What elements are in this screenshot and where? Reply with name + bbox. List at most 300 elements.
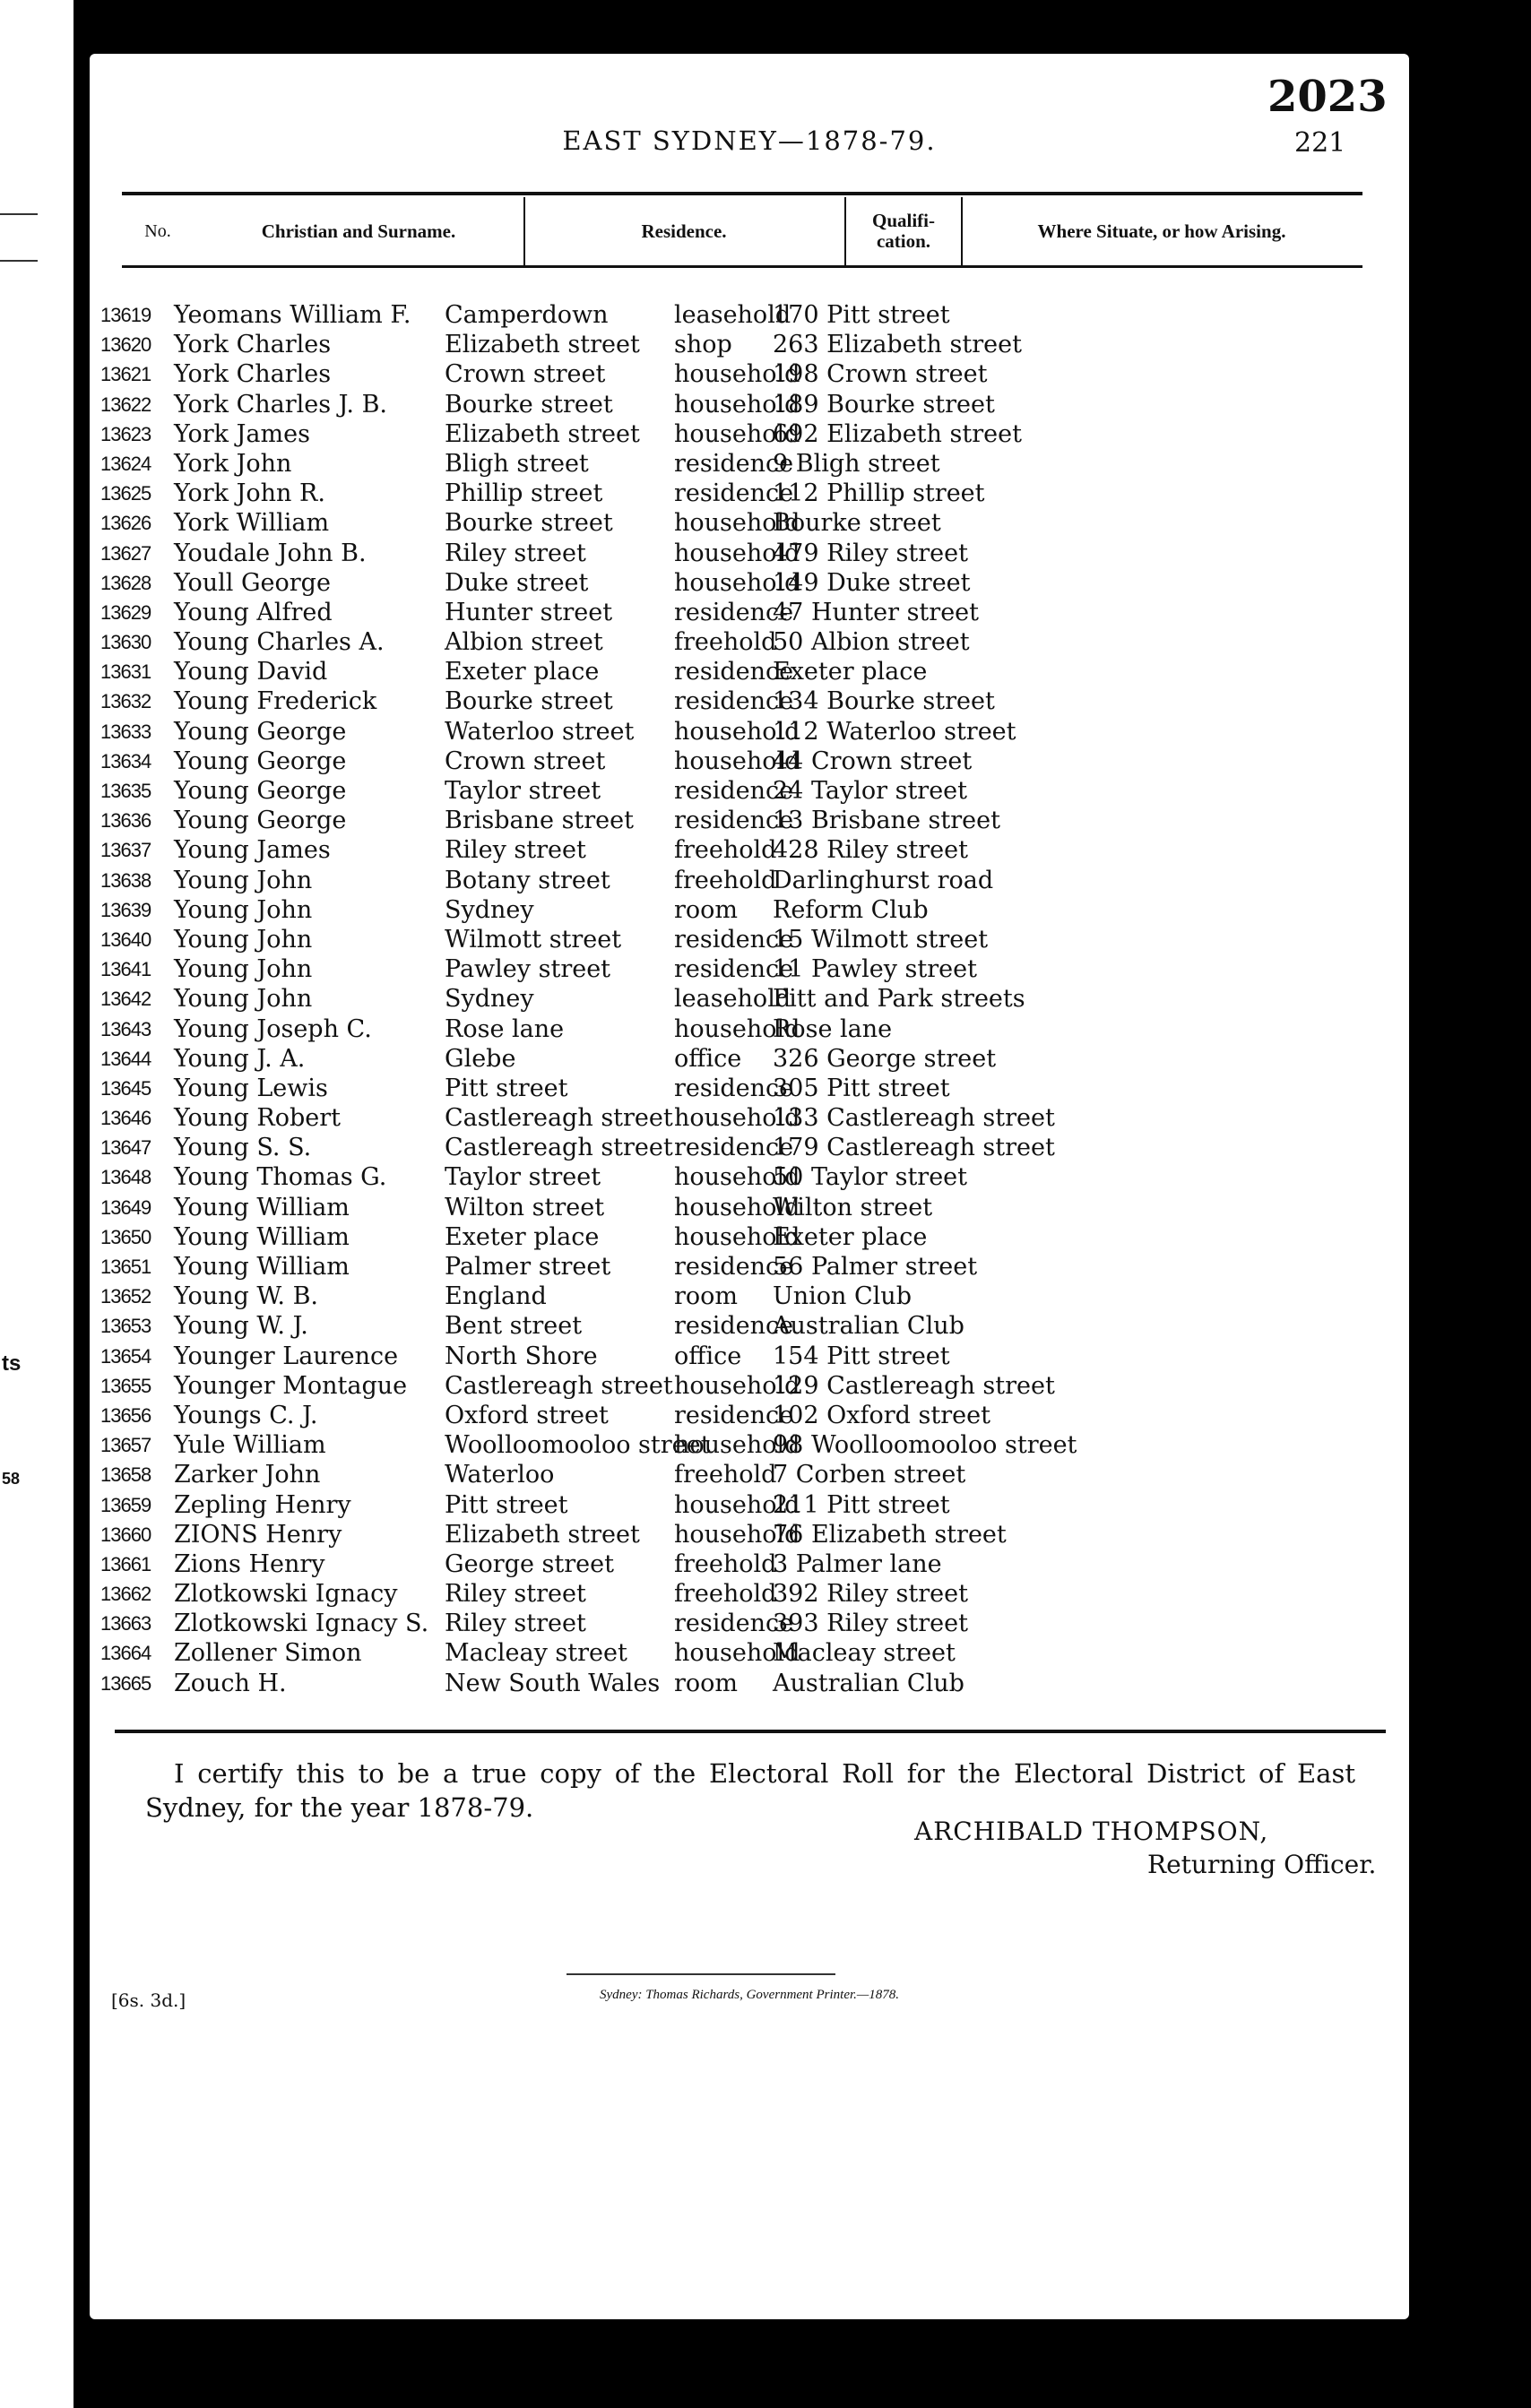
entry-number: 13649: [100, 1195, 151, 1219]
entry-where: 392 Riley street: [773, 1580, 968, 1609]
entry-residence: Castlereagh street: [445, 1134, 673, 1162]
table-row: [100, 390, 1391, 419]
entry-qualification: office: [674, 1342, 742, 1370]
entry-where: Macleay street: [773, 1639, 956, 1668]
entry-name: Young Charles A.: [174, 628, 385, 657]
entry-name: Young William: [174, 1193, 350, 1221]
officer-title: Returning Officer.: [1147, 1850, 1377, 1879]
entry-qualification: household: [674, 1222, 800, 1251]
entry-name: ZIONS Henry: [174, 1520, 342, 1549]
entry-number: 13652: [100, 1285, 151, 1308]
entry-qualification: residence: [674, 1312, 794, 1341]
entry-name: York Charles J. B.: [174, 390, 388, 419]
running-title: EAST SYDNEY—1878-79.: [562, 125, 937, 156]
corner-page-number: 2023: [1267, 72, 1388, 122]
certification-text: I certify this to be a true copy of the Electoral Roll for the Electoral District of East Sydney, for the year 1878-79.: [145, 1758, 1355, 1823]
entry-residence: Palmer street: [445, 1253, 611, 1281]
entry-qualification: residence: [674, 955, 794, 984]
printer-rule: [567, 1973, 835, 1975]
entry-residence: Taylor street: [445, 777, 601, 805]
entry-name: Zlotkowski Ignacy: [174, 1580, 398, 1609]
entry-where: 179 Castlereagh street: [773, 1134, 1055, 1162]
entry-number: 13632: [100, 690, 151, 713]
header-name: Christian and Surname.: [261, 220, 456, 242]
entry-qualification: household: [674, 1193, 800, 1221]
entry-residence: Sydney: [445, 985, 534, 1014]
entry-qualification: residence: [674, 1074, 794, 1102]
entry-residence: Riley street: [445, 539, 586, 567]
entry-name: York Charles: [174, 331, 332, 359]
entry-where: 134 Bourke street: [773, 687, 995, 716]
entry-where: 692 Elizabeth street: [773, 419, 1022, 448]
entry-name: Young James: [174, 836, 331, 865]
entry-residence: Macleay street: [445, 1639, 627, 1668]
entry-where: 50 Albion street: [773, 628, 970, 657]
table-row: [100, 866, 1391, 895]
entry-number: 13634: [100, 749, 151, 772]
entry-where: 24 Taylor street: [773, 777, 968, 805]
table-row: [100, 419, 1391, 449]
table-row: [100, 359, 1391, 389]
entry-where: Darlinghurst road: [773, 866, 994, 894]
entry-number: 13657: [100, 1434, 151, 1457]
entry-residence: Exeter place: [445, 1222, 600, 1251]
entry-number: 13636: [100, 809, 151, 833]
entry-qualification: household: [674, 717, 800, 746]
entry-number: 13647: [100, 1136, 151, 1160]
entry-qualification: room: [674, 1669, 739, 1697]
entry-number: 13633: [100, 720, 151, 743]
entry-residence: Castlereagh street: [445, 1371, 673, 1400]
entry-where: Reform Club: [773, 895, 929, 924]
entry-name: Young John: [174, 866, 313, 894]
entry-number: 13658: [100, 1463, 151, 1487]
entry-where: Exeter place: [773, 1222, 928, 1251]
table-row: [100, 776, 1391, 806]
entry-name: Young S. S.: [174, 1134, 312, 1162]
entry-where: 44 Crown street: [773, 747, 973, 775]
entry-number: 13645: [100, 1076, 151, 1100]
entry-residence: Pawley street: [445, 955, 611, 984]
entry-residence: Elizabeth street: [445, 1520, 640, 1549]
table-row: [100, 1549, 1391, 1579]
entry-residence: George street: [445, 1549, 614, 1578]
entry-where: 112 Waterloo street: [773, 717, 1016, 746]
entry-number: 13619: [100, 304, 151, 326]
entry-residence: Bourke street: [445, 509, 613, 538]
entry-number: 13630: [100, 631, 151, 654]
entry-name: Yule William: [174, 1431, 326, 1460]
header-no: No.: [144, 220, 171, 241]
entry-where: Wilton street: [773, 1193, 933, 1221]
entry-qualification: freehold: [674, 628, 777, 657]
entry-name: York James: [174, 419, 310, 448]
previous-page-edge: [0, 0, 90, 2408]
entry-qualification: residence: [674, 479, 794, 508]
entry-residence: Waterloo street: [445, 717, 635, 746]
entry-qualification: residence: [674, 1253, 794, 1281]
entry-where: Union Club: [773, 1282, 912, 1311]
table-row: [100, 508, 1391, 538]
table-row: [100, 627, 1391, 657]
entry-number: 13628: [100, 571, 151, 594]
entry-name: Young John: [174, 895, 313, 924]
table-row: [100, 717, 1391, 747]
entry-residence: Sydney: [445, 895, 534, 924]
entry-where: 211 Pitt street: [773, 1490, 950, 1519]
table-row: [100, 568, 1391, 598]
entry-qualification: residence: [674, 925, 794, 954]
roll-entries: [100, 300, 1391, 1698]
entry-residence: Phillip street: [445, 479, 603, 508]
entry-number: 13622: [100, 393, 151, 416]
entry-residence: Taylor street: [445, 1163, 601, 1192]
entry-name: York William: [174, 509, 330, 538]
entry-number: 13660: [100, 1523, 151, 1546]
entry-where: 189 Bourke street: [773, 390, 995, 419]
entry-name: York John R.: [174, 479, 325, 508]
entry-qualification: residence: [674, 658, 794, 686]
entry-where: 112 Phillip street: [773, 479, 985, 508]
entry-where: 393 Riley street: [773, 1610, 968, 1638]
entry-residence: Waterloo: [445, 1461, 555, 1489]
entry-qualification: household: [674, 360, 800, 389]
entry-number: 13659: [100, 1493, 151, 1516]
entry-residence: Duke street: [445, 568, 589, 597]
entry-qualification: household: [674, 390, 800, 419]
entry-name: Zollener Simon: [174, 1639, 362, 1668]
entry-name: Zions Henry: [174, 1549, 325, 1578]
header-where: Where Situate, or how Arising.: [1037, 220, 1286, 242]
column-separator: [844, 197, 846, 267]
table-row: [100, 1193, 1391, 1222]
entry-number: 13648: [100, 1166, 151, 1189]
entry-where: 326 George street: [773, 1044, 997, 1073]
entry-number: 13641: [100, 958, 151, 981]
table-row: [100, 1103, 1391, 1133]
entry-where: 263 Elizabeth street: [773, 331, 1022, 359]
table-row: [100, 747, 1391, 776]
table-row: [100, 657, 1391, 686]
entry-where: 98 Woolloomooloo street: [773, 1431, 1077, 1460]
entry-residence: Crown street: [445, 360, 606, 389]
entry-number: 13654: [100, 1344, 151, 1368]
table-row: [100, 1520, 1391, 1549]
entry-residence: Exeter place: [445, 658, 600, 686]
table-row: [100, 1371, 1391, 1401]
entry-qualification: residence: [674, 598, 794, 626]
entry-residence: Castlereagh street: [445, 1104, 673, 1133]
entry-residence: New South Wales: [445, 1669, 661, 1697]
entry-where: 7 Corben street: [773, 1461, 966, 1489]
entry-qualification: household: [674, 568, 800, 597]
table-row: [100, 1638, 1391, 1668]
entry-name: Young Lewis: [174, 1074, 328, 1102]
entry-number: 13650: [100, 1225, 151, 1248]
entry-residence: Elizabeth street: [445, 419, 640, 448]
entry-residence: Crown street: [445, 747, 606, 775]
entry-residence: North Shore: [445, 1342, 598, 1370]
entry-where: 3 Palmer lane: [773, 1549, 942, 1578]
entry-qualification: office: [674, 1044, 742, 1073]
entry-name: Young David: [174, 658, 328, 686]
entry-qualification: freehold: [674, 1549, 777, 1578]
entry-qualification: household: [674, 747, 800, 775]
price-note: [6s. 3d.]: [111, 1989, 186, 2011]
entry-residence: Glebe: [445, 1044, 516, 1073]
entry-name: Young William: [174, 1253, 350, 1281]
entry-residence: Riley street: [445, 1580, 586, 1609]
entry-name: Young George: [174, 717, 347, 746]
entry-name: Young Frederick: [174, 687, 377, 716]
header-residence: Residence.: [641, 220, 727, 242]
header-rule-bottom: [122, 265, 1362, 268]
entry-residence: Elizabeth street: [445, 331, 640, 359]
entry-name: Young W. B.: [174, 1282, 318, 1311]
roll-page: [90, 54, 1409, 2319]
entry-qualification: household: [674, 1639, 800, 1668]
prev-page-rule: [0, 213, 38, 215]
entry-residence: Pitt street: [445, 1074, 568, 1102]
entry-name: York Charles: [174, 360, 332, 389]
table-row: [100, 686, 1391, 716]
entry-name: Younger Laurence: [174, 1342, 399, 1370]
entry-where: 198 Crown street: [773, 360, 988, 389]
table-row: [100, 1311, 1391, 1341]
entry-residence: Wilmott street: [445, 925, 622, 954]
entry-where: Bourke street: [773, 509, 941, 538]
entry-qualification: household: [674, 539, 800, 567]
entry-number: 13625: [100, 482, 151, 505]
entry-residence: Bourke street: [445, 687, 613, 716]
table-row: [100, 300, 1391, 330]
entry-name: Young George: [174, 807, 347, 835]
entry-where: 9 Bligh street: [773, 449, 940, 478]
entry-name: Young W. J.: [174, 1312, 308, 1341]
entry-where: 170 Pitt street: [773, 301, 950, 329]
table-row: [100, 1014, 1391, 1044]
entry-number: 13631: [100, 660, 151, 684]
entry-name: Zlotkowski Ignacy S.: [174, 1610, 429, 1638]
entry-qualification: household: [674, 509, 800, 538]
entry-where: 149 Duke street: [773, 568, 971, 597]
entry-number: 13626: [100, 512, 151, 535]
entry-name: Youngs C. J.: [174, 1401, 318, 1429]
entry-name: Young John: [174, 955, 313, 984]
table-row: [100, 1669, 1391, 1698]
printer-imprint: Sydney: Thomas Richards, Government Printer.—1878.: [600, 1988, 899, 2002]
entry-number: 13639: [100, 898, 151, 921]
entry-name: Zepling Henry: [174, 1490, 351, 1519]
table-row: [100, 1342, 1391, 1371]
entry-number: 13646: [100, 1107, 151, 1130]
entry-name: Zarker John: [174, 1461, 321, 1489]
table-row: [100, 1282, 1391, 1311]
entry-where: 428 Riley street: [773, 836, 968, 865]
entry-number: 13665: [100, 1671, 151, 1695]
entry-qualification: residence: [674, 449, 794, 478]
entry-qualification: freehold: [674, 866, 777, 894]
entry-number: 13637: [100, 839, 151, 862]
entry-qualification: freehold: [674, 1461, 777, 1489]
header-qualification: Qualifi- cation.: [871, 210, 935, 252]
entry-number: 13661: [100, 1552, 151, 1575]
entry-qualification: residence: [674, 807, 794, 835]
entry-qualification: residence: [674, 1134, 794, 1162]
entry-residence: Riley street: [445, 836, 586, 865]
table-row: [100, 330, 1391, 359]
entry-residence: Woolloomooloo street: [445, 1431, 711, 1460]
entry-name: Young William: [174, 1222, 350, 1251]
entry-number: 13663: [100, 1612, 151, 1636]
table-row: [100, 1460, 1391, 1489]
table-row: [100, 984, 1391, 1014]
table-row: [100, 1044, 1391, 1074]
entry-name: Zouch H.: [174, 1669, 287, 1697]
entry-name: Yeomans William F.: [174, 301, 411, 329]
entry-where: Pitt and Park streets: [773, 985, 1025, 1014]
entry-number: 13653: [100, 1315, 151, 1338]
entry-residence: Botany street: [445, 866, 610, 894]
entry-where: 154 Pitt street: [773, 1342, 950, 1370]
entry-residence: Oxford street: [445, 1401, 609, 1429]
entry-where: 479 Riley street: [773, 539, 968, 567]
table-row: [100, 1074, 1391, 1103]
entry-name: Younger Montague: [174, 1371, 408, 1400]
entry-residence: Pitt street: [445, 1490, 568, 1519]
entry-qualification: household: [674, 1490, 800, 1519]
entry-name: York John: [174, 449, 292, 478]
entry-residence: Rose lane: [445, 1014, 565, 1043]
footer-rule: [115, 1730, 1386, 1733]
entry-where: 56 Palmer street: [773, 1253, 978, 1281]
entry-residence: Wilton street: [445, 1193, 605, 1221]
entry-number: 13638: [100, 868, 151, 892]
entry-where: 47 Hunter street: [773, 598, 980, 626]
entry-qualification: household: [674, 1431, 800, 1460]
entry-qualification: leasehold: [674, 985, 791, 1014]
header-rule-top: [122, 192, 1362, 195]
entry-number: 13664: [100, 1642, 151, 1665]
entry-where: 15 Wilmott street: [773, 925, 989, 954]
entry-qualification: shop: [674, 331, 732, 359]
entry-qualification: residence: [674, 687, 794, 716]
entry-residence: Bourke street: [445, 390, 613, 419]
officer-name: ARCHIBALD THOMPSON,: [914, 1817, 1269, 1846]
table-row: [100, 954, 1391, 984]
entry-residence: Brisbane street: [445, 807, 634, 835]
entry-number: 13655: [100, 1374, 151, 1397]
table-row: [100, 835, 1391, 865]
table-row: [100, 895, 1391, 925]
entry-name: Young Thomas G.: [174, 1163, 387, 1192]
entry-where: 102 Oxford street: [773, 1401, 990, 1429]
entry-number: 13624: [100, 452, 151, 475]
entry-where: 11 Pawley street: [773, 955, 977, 984]
entry-residence: Albion street: [445, 628, 603, 657]
entry-qualification: residence: [674, 1401, 794, 1429]
entry-residence: Camperdown: [445, 301, 609, 329]
entry-qualification: room: [674, 1282, 739, 1311]
table-row: [100, 479, 1391, 508]
table-row: [100, 1609, 1391, 1638]
entry-name: Young John: [174, 985, 313, 1014]
entry-where: 129 Castlereagh street: [773, 1371, 1055, 1400]
entry-where: Exeter place: [773, 658, 928, 686]
table-row: [100, 449, 1391, 479]
table-row: [100, 1430, 1391, 1460]
entry-number: 13629: [100, 600, 151, 624]
page-number: 221: [1294, 127, 1346, 159]
table-row: [100, 806, 1391, 835]
entry-number: 13640: [100, 928, 151, 951]
entry-number: 13656: [100, 1403, 151, 1427]
entry-number: 13627: [100, 541, 151, 565]
entry-number: 13643: [100, 1017, 151, 1040]
table-row: [100, 539, 1391, 568]
entry-residence: Hunter street: [445, 598, 613, 626]
entry-qualification: household: [674, 1371, 800, 1400]
entry-name: Young Robert: [174, 1104, 341, 1133]
entry-name: Youdale John B.: [174, 539, 367, 567]
entry-qualification: freehold: [674, 1580, 777, 1609]
entry-qualification: household: [674, 1163, 800, 1192]
entry-name: Young George: [174, 747, 347, 775]
entry-where: Rose lane: [773, 1014, 893, 1043]
entry-name: Young John: [174, 925, 313, 954]
table-row: [100, 1133, 1391, 1162]
prev-page-fragment: 58: [2, 1470, 21, 1488]
table-row: [100, 598, 1391, 627]
entry-qualification: household: [674, 1014, 800, 1043]
entry-number: 13621: [100, 363, 151, 386]
entry-residence: Bent street: [445, 1312, 583, 1341]
entry-number: 13620: [100, 333, 151, 357]
table-row: [100, 1579, 1391, 1609]
entry-name: Young Alfred: [174, 598, 333, 626]
entry-residence: England: [445, 1282, 547, 1311]
entry-where: Australian Club: [773, 1669, 964, 1697]
entry-number: 13623: [100, 422, 151, 445]
table-row: [100, 925, 1391, 954]
entry-where: 50 Taylor street: [773, 1163, 968, 1192]
table-row: [100, 1490, 1391, 1520]
entry-where: 133 Castlereagh street: [773, 1104, 1055, 1133]
entry-number: 13642: [100, 988, 151, 1011]
entry-residence: Riley street: [445, 1610, 586, 1638]
table-row: [100, 1401, 1391, 1430]
entry-where: 76 Elizabeth street: [773, 1520, 1007, 1549]
entry-number: 13662: [100, 1583, 151, 1606]
entry-qualification: household: [674, 419, 800, 448]
entry-where: 13 Brisbane street: [773, 807, 1000, 835]
entry-qualification: leasehold: [674, 301, 791, 329]
column-separator: [523, 197, 525, 267]
entry-where: 305 Pitt street: [773, 1074, 950, 1102]
entry-name: Young J. A.: [174, 1044, 306, 1073]
entry-qualification: room: [674, 895, 739, 924]
entry-number: 13635: [100, 780, 151, 802]
table-row: [100, 1222, 1391, 1252]
entry-name: Young George: [174, 777, 347, 805]
table-row: [100, 1252, 1391, 1282]
entry-number: 13644: [100, 1047, 151, 1070]
entry-qualification: residence: [674, 1610, 794, 1638]
entry-name: Youll George: [174, 568, 331, 597]
entry-where: Australian Club: [773, 1312, 964, 1341]
column-separator: [961, 197, 963, 267]
entry-qualification: freehold: [674, 836, 777, 865]
